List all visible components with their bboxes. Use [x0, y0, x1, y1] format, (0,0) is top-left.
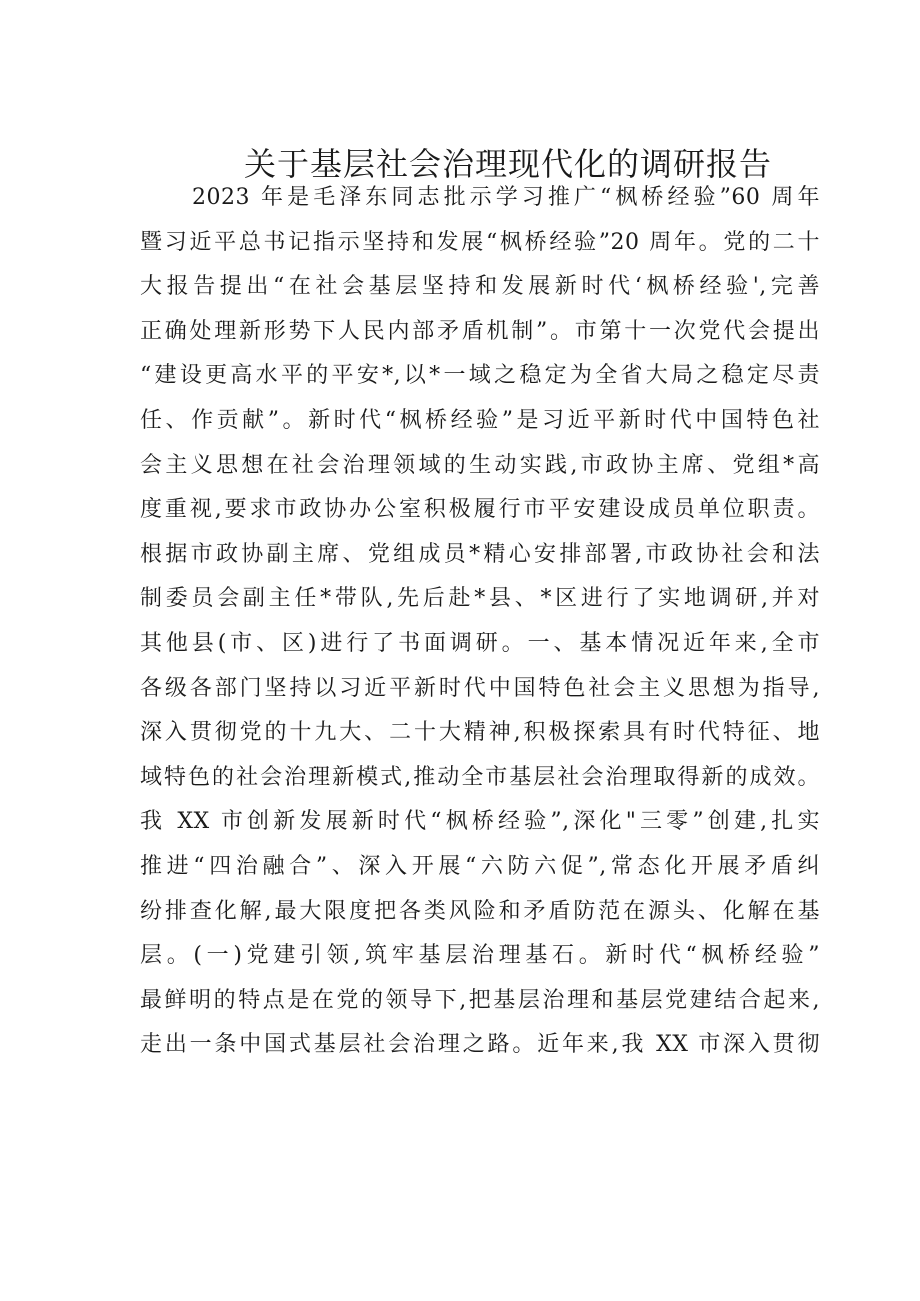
body-line: 域特色的社会治理新模式,推动全市基层社会治理取得新的成效。: [140, 764, 820, 790]
body-line: 纷排查化解,最大限度把各类风险和矛盾防范在源头、化解在基: [140, 898, 820, 924]
body-line: 暨习近平总书记指示坚持和发展“枫桥经验”20 周年。党的二十: [140, 229, 820, 255]
body-line: 大报告提出“在社会基层坚持和发展新时代‘枫桥经验',完善: [140, 274, 820, 300]
body-line: 制委员会副主任*带队,先后赴*县、*区进行了实地调研,并对: [140, 586, 820, 612]
body-line: 度重视,要求市政协办公室积极履行市平安建设成员单位职责。: [140, 497, 820, 523]
body-line: 推进“四治融合”、深入开展“六防六促”,常态化开展矛盾纠: [140, 853, 820, 879]
body-line: 层。(一)党建引领,筑牢基层治理基石。新时代“枫桥经验”: [140, 943, 820, 969]
body-line: 任、作贡献”。新时代“枫桥经验”是习近平新时代中国特色社: [140, 407, 820, 433]
body-line: 最鲜明的特点是在党的领导下,把基层治理和基层党建结合起来,: [140, 987, 820, 1013]
body-line: 2023 年是毛泽东同志批示学习推广“枫桥经验”60 周年: [192, 185, 820, 210]
body-line: 会主义思想在社会治理领域的生动实践,市政协主席、党组*高: [140, 452, 820, 478]
body-line: 其他县(市、区)进行了书面调研。一、基本情况近年来,全市: [140, 630, 820, 656]
body-line: 我 XX 市创新发展新时代“枫桥经验”,深化"三零”创建,扎实: [140, 809, 820, 835]
body-line: 根据市政协副主席、党组成员*精心安排部署,市政协社会和法: [140, 541, 820, 567]
body-line: 各级各部门坚持以习近平新时代中国特色社会主义思想为指导,: [140, 675, 820, 701]
body-line: 走出一条中国式基层社会治理之路。近年来,我 XX 市深入贯彻: [140, 1032, 820, 1058]
body-line: 正确处理新形势下人民内部矛盾机制”。市第十一次党代会提出: [140, 318, 820, 344]
document-title: 关于基层社会治理现代化的调研报告: [244, 145, 773, 183]
body-line: “建设更高水平的平安*,以*一域之稳定为全省大局之稳定尽责: [140, 363, 820, 389]
document-body: [140, 176, 820, 1068]
body-line: 深入贯彻党的十九大、二十大精神,积极探索具有时代特征、地: [140, 720, 820, 746]
